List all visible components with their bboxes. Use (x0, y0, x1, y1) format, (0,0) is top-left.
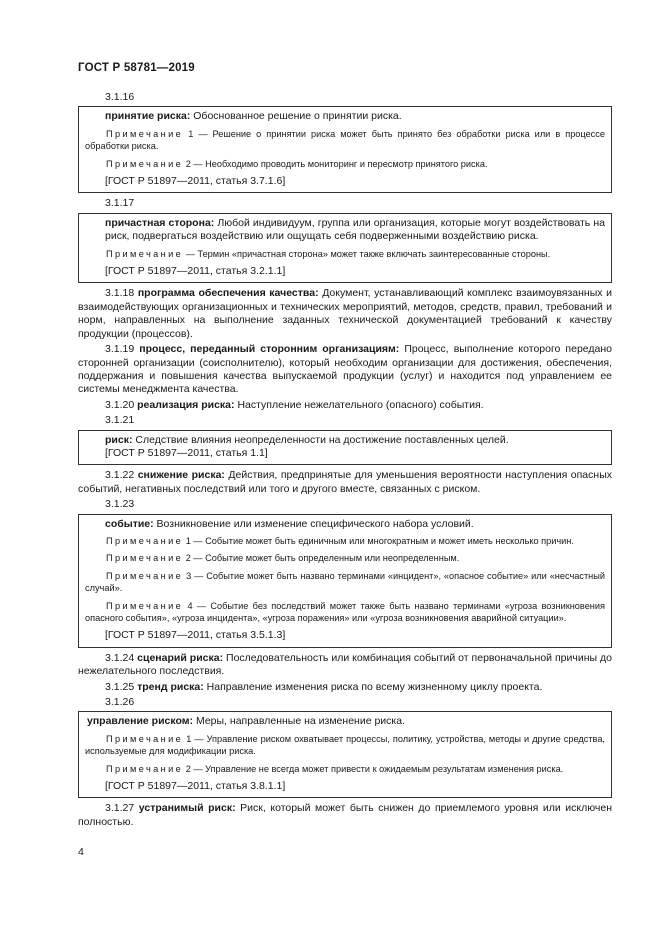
definition-text: Действия, предпринятые для уменьшения вероятности наступления опасных событий, негативных последствий или того и другого вместе, связанных с риском. (78, 469, 612, 495)
term-paragraph-3-1-18 (78, 287, 612, 341)
note-text: — Решение о принятии риска может быть принято без обработки риска или в процессе обработки риска. (85, 128, 605, 152)
term-name: тренд риска: (137, 680, 204, 693)
definition-text: Обоснованное решение о принятии риска. (190, 110, 402, 123)
term-definition (85, 217, 605, 244)
document-header: ГОСТ Р 58781—2019 (78, 62, 195, 74)
definition-text: Возникновение или изменение специфического набора условий. (153, 517, 474, 530)
term-number: 3.1.16 (105, 91, 135, 103)
term-name: причастная сторона: (105, 216, 215, 229)
note-text: — Событие без последствий может также быть названо терминами «угроза возникновения опасного события», «угроза инцидента», «угроза поражения» или «угроза возникновения аварийной ситуации». (85, 600, 605, 623)
note-number: 1 (183, 535, 191, 546)
term-paragraph-3-1-27 (78, 802, 612, 829)
term-name: устранимый риск: (138, 802, 236, 815)
term-definition (85, 518, 605, 531)
term-number: 3.1.24 (105, 651, 135, 664)
note-text: — Событие может быть названо терминами «инцидент», «опасное событие» или «несчастный случай». (85, 570, 605, 594)
term-name: программа обеспечения качества: (137, 287, 319, 300)
term-number: 3.1.26 (105, 696, 135, 709)
term-definition (85, 110, 605, 123)
note-text: — Управление не всегда может привести к ожидаемым результатам изменения риска. (190, 763, 564, 774)
term-paragraph-3-1-25 (78, 681, 612, 694)
source-reference: [ГОСТ Р 51897—2011, статья 3.5.1.3] (105, 629, 286, 642)
note-label: Примечание (106, 535, 184, 546)
note-text: — Термин «причастная сторона» может также включать заинтересованные стороны. (183, 248, 551, 259)
term-number: 3.1.25 (105, 680, 135, 693)
note-text: — Необходимо проводить мониторинг и пересмотр принятого риска. (190, 158, 488, 169)
note-number: 4 (183, 600, 193, 611)
term-definition (85, 434, 605, 447)
source-reference: [ГОСТ Р 51897—2011, статья 3.8.1.1] (105, 780, 286, 793)
definition-text: Следствие влияния неопределенности на достижение поставленных целей. (132, 433, 509, 446)
term-name: событие: (105, 517, 154, 530)
term-number: 3.1.21 (105, 414, 135, 427)
note-label: Примечание (106, 248, 184, 259)
term-box-3-1-16 (78, 106, 612, 193)
definition-text: Направление изменения риска по всему жизненному циклу проекта. (203, 680, 543, 693)
term-number: 3.1.23 (105, 498, 135, 511)
note (85, 733, 605, 758)
term-name: сценарий риска: (137, 651, 224, 664)
note-label: Примечание (106, 763, 184, 774)
definition-text: Любой индивидуум, группа или организация, которые могут воздействовать на риск, подвергаться воздействию или ощущать себя подверженными воздействию риска. (105, 216, 605, 243)
note (85, 570, 605, 595)
definition-text: Меры, направленные на изменение риска. (193, 715, 405, 728)
definition-text: Документ, устанавливающий комплекс взаимоувязанных и взаимодействующих организационных и технических мероприятий, методов, средств, правил, требований и норм, направленных на выполнение заданных технической документацией требований к качеству продукции (процессов). (78, 287, 612, 340)
term-name: управление риском: (87, 715, 194, 728)
definition-text: Последовательность или комбинация событий от первоначальной причины до нежелательного последствия. (78, 651, 612, 678)
note-label: Примечание (106, 570, 184, 581)
note-number: 2 (183, 158, 191, 169)
term-paragraph-3-1-20 (78, 399, 612, 412)
definition-text: Риск, который может быть снижен до приемлемого уровня или исключен полностью. (78, 802, 612, 828)
note (85, 128, 605, 153)
source-reference: [ГОСТ Р 51897—2011, статья 3.7.1.6] (105, 175, 286, 188)
page-number: 4 (78, 846, 84, 858)
term-name: принятие риска: (105, 110, 191, 123)
note-number: 3 (183, 570, 192, 581)
term-box-3-1-23 (78, 514, 612, 648)
term-box-3-1-17 (78, 213, 612, 284)
definition-text: Процесс, выполнение которого передано сторонней организации (соисполнителю), который необходим организации для достижения, обеспечения, поддержания и повышения качества выпускаемой продукции (услуг) и находится под управлением ее системы менеджмента качества. (78, 343, 612, 396)
term-definition (85, 715, 605, 728)
note (85, 158, 605, 170)
term-number: 3.1.19 (105, 343, 135, 356)
note-label: Примечание (106, 600, 184, 611)
term-paragraph-3-1-24 (78, 652, 612, 679)
term-paragraph-3-1-19 (78, 343, 612, 397)
source-reference: [ГОСТ Р 51897—2011, статья 1.1] (105, 446, 268, 459)
terms-section (78, 91, 612, 831)
term-name: процесс, переданный сторонним организациям: (139, 343, 400, 356)
source-reference: [ГОСТ Р 51897—2011, статья 3.2.1.1] (105, 265, 286, 278)
note-number: 2 (183, 763, 191, 774)
note-text: — Событие может быть единичным или многократным и может иметь несколько причин. (190, 535, 574, 546)
term-name: реализация риска: (137, 398, 235, 411)
term-name: риск: (105, 433, 133, 446)
term-number: 3.1.27 (105, 802, 135, 815)
note-label: Примечание (106, 128, 184, 139)
term-number: 3.1.17 (105, 197, 135, 210)
note (85, 248, 605, 260)
note-text: — Событие может быть определенным или неопределенным. (190, 553, 460, 564)
note-number: 1 (183, 733, 192, 744)
note-label: Примечание (106, 733, 184, 744)
note-text: — Управление риском охватывает процессы, политику, устройства, методы и другие средства, используемые для модификации риска. (85, 733, 605, 757)
note (85, 600, 605, 625)
term-number: 3.1.22 (105, 469, 135, 482)
note (85, 763, 605, 775)
term-box-3-1-26 (78, 711, 612, 798)
term-name: снижение риска: (137, 469, 225, 482)
note-number: 1 (183, 128, 194, 139)
definition-text: Наступление нежелательного (опасного) события. (234, 398, 484, 411)
note-label: Примечание (106, 553, 184, 564)
term-box-3-1-21 (78, 430, 612, 466)
note-number: 2 (183, 553, 191, 564)
term-number: 3.1.20 (105, 398, 135, 411)
note-label: Примечание (106, 158, 184, 169)
note (85, 535, 605, 547)
note (85, 552, 605, 564)
term-number: 3.1.18 (105, 287, 135, 300)
term-paragraph-3-1-22 (78, 469, 612, 496)
